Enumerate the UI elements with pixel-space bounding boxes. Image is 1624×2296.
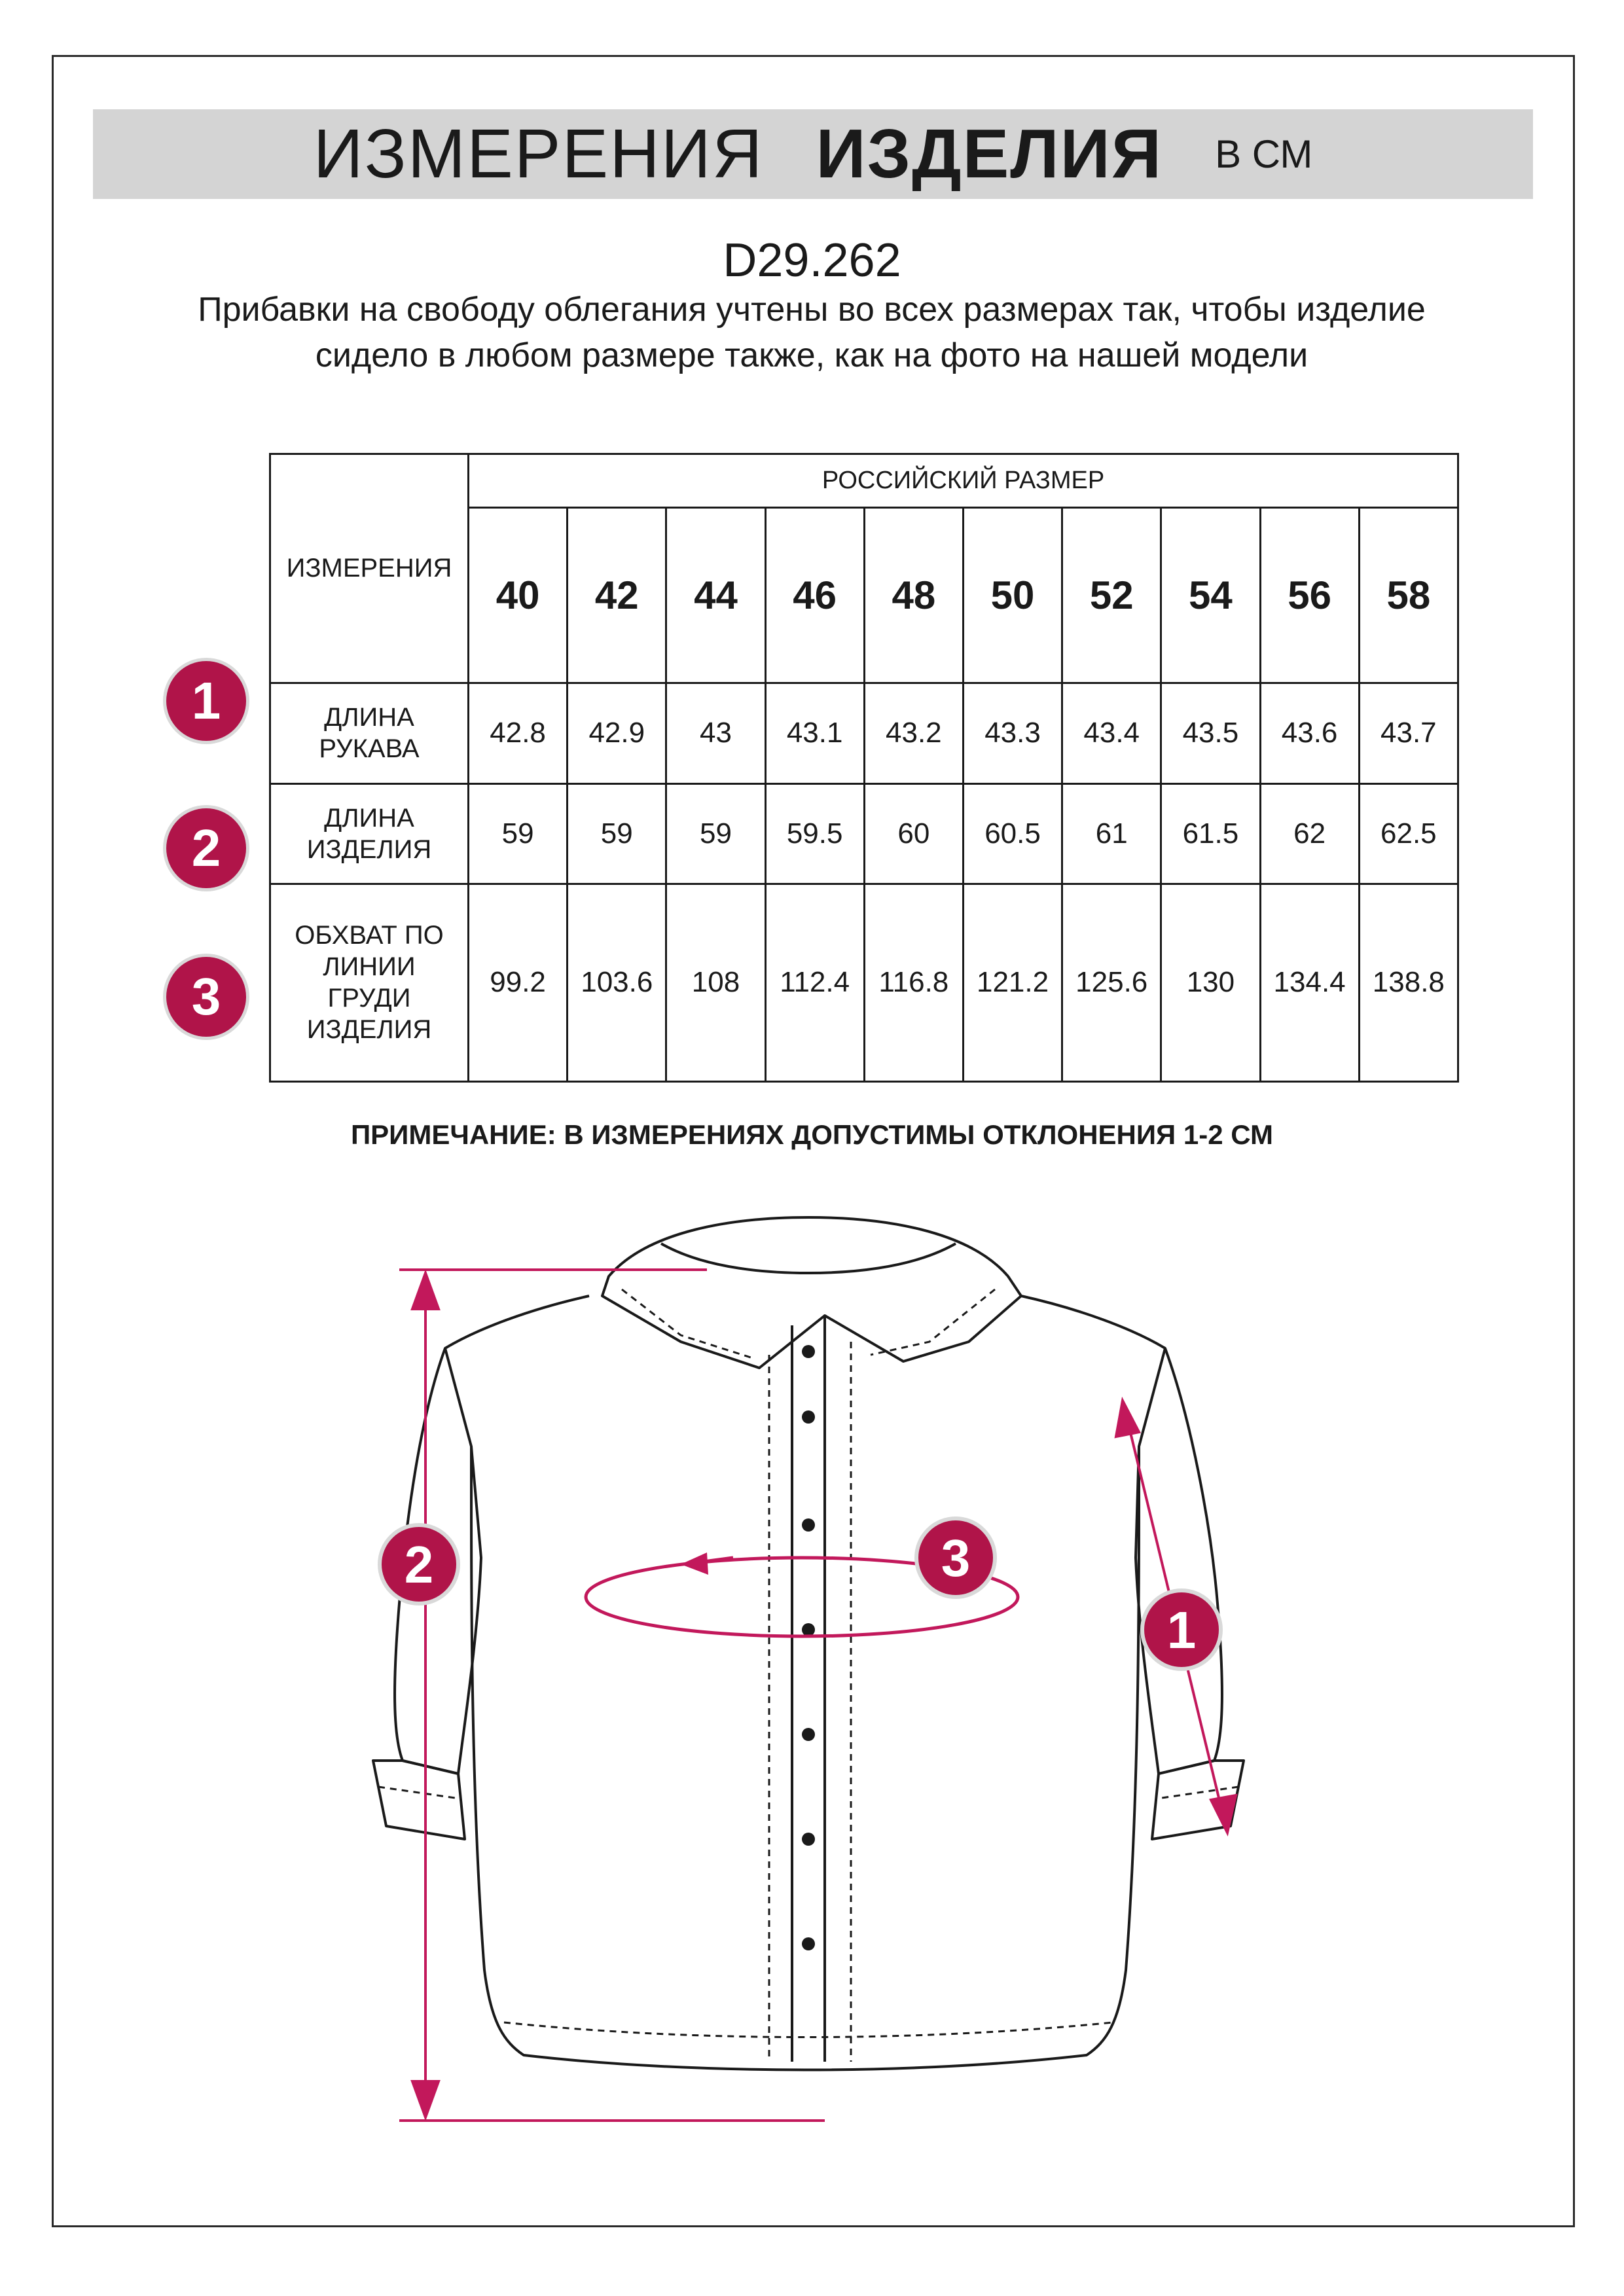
row-label-line: ГРУДИ [327,984,411,1013]
row-label-line: ИЗДЕЛИЯ [306,1015,432,1045]
row-badge: 2 [166,808,246,888]
value-cell: 61 [1062,783,1161,884]
row-label [270,783,469,884]
value-cell: 60 [864,783,963,884]
table-row [270,884,1458,1081]
size-header-cell: 48 [864,508,963,683]
row-badge: 1 [166,661,246,741]
value-cell: 59 [666,783,765,884]
row-label-line: РУКАВА [319,734,420,764]
measurements-header: ИЗМЕРЕНИЯ [270,454,469,683]
value-cell: 42.8 [469,683,568,783]
value-cell: 43.7 [1359,683,1458,783]
title-unit: В СМ [1215,132,1313,176]
value-cell: 43.5 [1161,683,1260,783]
size-header-cell: 42 [568,508,666,683]
value-cell: 61.5 [1161,783,1260,884]
value-cell: 43 [666,683,765,783]
value-cell: 138.8 [1359,884,1458,1081]
shirt-diagram [367,1211,1316,2153]
badge-1-label: 1 [1166,1601,1197,1659]
buttons [802,1345,815,1950]
title-part-1: ИЗМЕРЕНИЯ [313,115,764,192]
value-cell: 59.5 [765,783,864,884]
value-cell: 59 [568,783,666,884]
intro-note: Прибавки на свободу облегания учтены во всех размерах так, чтобы изделие сидело в любом размере также, как на фото на нашей модели [198,291,1426,374]
badge-2-label: 2 [404,1535,434,1594]
size-header-cell: 46 [765,508,864,683]
size-header-cell: 50 [963,508,1062,683]
value-cell: 121.2 [963,884,1062,1081]
row-label [270,683,469,783]
model-code: D29.262 [723,234,901,287]
row-label [270,884,469,1081]
value-cell: 43.6 [1260,683,1359,783]
value-cell: 43.1 [765,683,864,783]
diagram-badges [380,1518,1221,1669]
row-label-line: ИЗДЕЛИЯ [306,834,432,864]
size-header-cell: 52 [1062,508,1161,683]
value-cell: 130 [1161,884,1260,1081]
value-cell: 42.9 [568,683,666,783]
value-cell: 59 [469,783,568,884]
size-header-cell: 40 [469,508,568,683]
table-row [270,783,1458,884]
value-cell: 112.4 [765,884,864,1081]
value-cell: 108 [666,884,765,1081]
row-label-line: ДЛИНА [324,803,414,833]
size-header-cell: 54 [1161,508,1260,683]
value-cell: 43.4 [1062,683,1161,783]
row-label-line: ЛИНИИ [323,952,416,982]
value-cell: 62 [1260,783,1359,884]
tolerance-remark: ПРИМЕЧАНИЕ: В ИЗМЕРЕНИЯХ ДОПУСТИМЫ ОТКЛОНЕНИЯ 1-2 СМ [350,1119,1274,1150]
table-row [270,683,1458,783]
row-label-line: ДЛИНА [324,703,414,732]
badge-3-label: 3 [941,1529,971,1587]
size-header-cell: 56 [1260,508,1359,683]
size-header-cell: 44 [666,508,765,683]
value-cell: 62.5 [1359,783,1458,884]
value-cell: 125.6 [1062,884,1161,1081]
value-cell: 103.6 [568,884,666,1081]
row-badge: 3 [166,957,246,1037]
value-cell: 99.2 [469,884,568,1081]
length-measure [399,1270,825,2121]
size-table [269,453,1459,1083]
value-cell: 43.3 [963,683,1062,783]
size-group-header: РОССИЙСКИЙ РАЗМЕР [469,454,1458,508]
title-bar [93,109,1533,199]
size-header-cell: 58 [1359,508,1458,683]
value-cell: 60.5 [963,783,1062,884]
value-cell: 43.2 [864,683,963,783]
value-cell: 116.8 [864,884,963,1081]
value-cell: 134.4 [1260,884,1359,1081]
chest-arrow [681,1552,708,1575]
title-part-2: ИЗДЕЛИЯ [816,115,1163,192]
row-label-line: ОБХВАТ ПО [295,921,444,950]
